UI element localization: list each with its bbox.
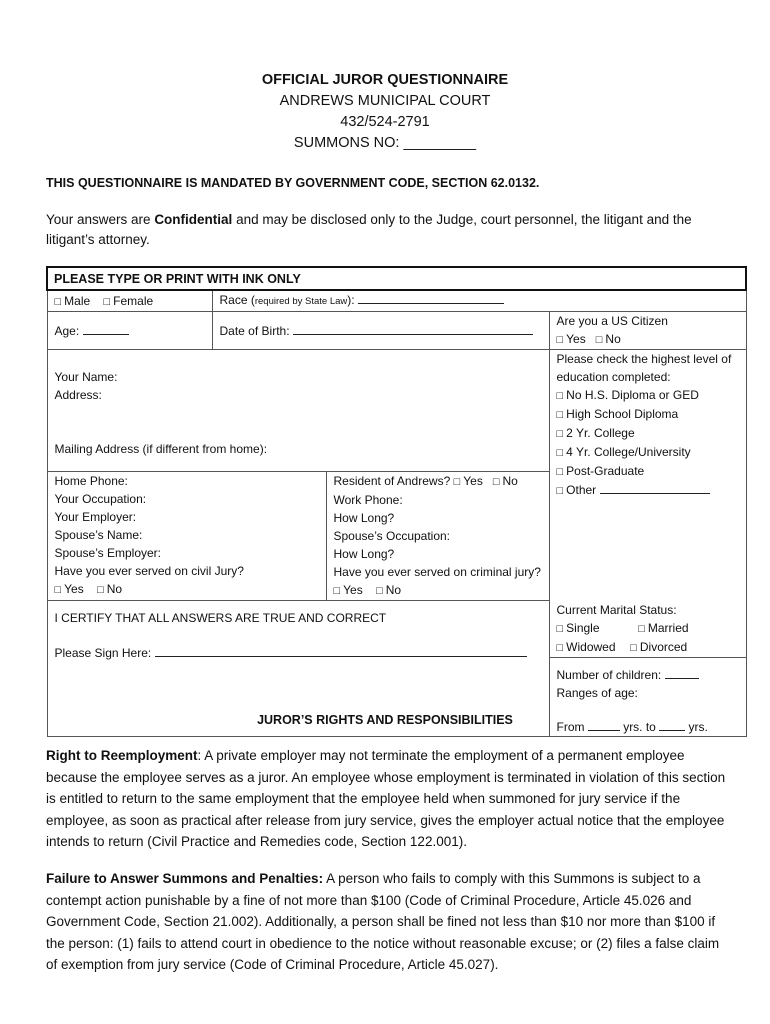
- spouse-how-long-label[interactable]: How Long?: [333, 547, 395, 561]
- from-label: From: [556, 719, 585, 734]
- education-option: 2 Yr. College: [566, 426, 635, 440]
- education-question: Please check the highest level of education completed:: [556, 352, 732, 384]
- certify-statement: I CERTIFY THAT ALL ANSWERS ARE TRUE AND CORRECT: [54, 611, 387, 625]
- civil-no-checkbox[interactable]: [97, 582, 107, 596]
- form-title: PLEASE TYPE OR PRINT WITH INK ONLY: [47, 267, 746, 290]
- gender-field: [47, 290, 212, 312]
- resident-yes-checkbox[interactable]: [454, 474, 464, 488]
- marital-question: Current Marital Status:: [556, 602, 677, 617]
- penalties-paragraph: [46, 868, 728, 976]
- criminal-no-label: No: [385, 583, 402, 597]
- marital-field: [549, 601, 746, 658]
- education-option: Post-Graduate: [566, 464, 645, 478]
- civil-no-label: No: [106, 582, 123, 596]
- penalties-text: A person who fails to comply with this Summons is subject to a contempt action punishable by a fine of not more than $100 (Code of Criminal Procedure, Article 45.026 and Government Code, Section 21.002). Additionally, a person shall be fined not less than $10 nor more than $100 if the person: (1) fails to attend court in obedience to the notice without reasonable excuse; or (2) files a false claim of exemption from jury service (Code of Criminal Procedure, Article 45.027).: [46, 871, 720, 972]
- document-title: OFFICIAL JUROR QUESTIONNAIRE: [261, 72, 509, 88]
- rights-heading: JUROR’S RIGHTS AND RESPONSIBILITIES: [257, 713, 513, 727]
- reemployment-title: Right to Reemployment: [46, 748, 198, 763]
- divorced-label: Divorced: [639, 639, 688, 654]
- race-input[interactable]: [358, 291, 504, 304]
- race-field: [212, 290, 746, 312]
- citizen-yes-label: Yes: [566, 332, 586, 346]
- education-option: High School Diploma: [566, 407, 679, 421]
- citizen-field: [549, 312, 746, 350]
- female-label: Female: [113, 293, 154, 308]
- confidential-suffix: and may be disclosed only to the Judge, court personnel, the litigant and the litigant’s attorney.: [46, 212, 692, 247]
- address-label[interactable]: Address:: [54, 388, 102, 402]
- resident-yes-label: Yes: [463, 474, 483, 488]
- dob-field: [212, 312, 549, 350]
- work-phone-label[interactable]: Work Phone:: [333, 493, 403, 507]
- education-option-checkbox[interactable]: [557, 426, 567, 440]
- juror-form: [46, 266, 747, 737]
- resident-question: Resident of Andrews?: [333, 474, 451, 488]
- widowed-label: Widowed: [566, 639, 616, 654]
- employer-label[interactable]: Your Employer:: [54, 510, 137, 524]
- resident-no-label: No: [502, 474, 518, 488]
- other-education-input[interactable]: [600, 481, 710, 494]
- criminal-no-checkbox[interactable]: [376, 583, 386, 597]
- how-long-label[interactable]: How Long?: [333, 511, 395, 525]
- citizen-no-checkbox[interactable]: [596, 332, 606, 346]
- occupation-label[interactable]: Your Occupation:: [54, 492, 147, 506]
- document-header: [0, 70, 770, 154]
- education-option-checkbox[interactable]: [557, 388, 567, 402]
- dob-input[interactable]: [293, 322, 533, 335]
- female-checkbox[interactable]: [104, 294, 114, 308]
- age-label: Age:: [54, 323, 80, 338]
- mailing-address-label[interactable]: Mailing Address (if different from home):: [54, 442, 268, 456]
- reemployment-paragraph: [46, 745, 728, 853]
- race-label-close: ):: [347, 293, 355, 307]
- male-checkbox[interactable]: [55, 294, 65, 308]
- name-label[interactable]: Your Name:: [54, 370, 118, 384]
- penalties-title: Failure to Answer Summons and Penalties:: [46, 871, 324, 886]
- court-phone: 432/524-2791: [340, 114, 430, 130]
- single-label: Single: [566, 620, 600, 635]
- criminal-yes-label: Yes: [343, 583, 363, 597]
- citizen-no-label: No: [605, 332, 621, 346]
- reemployment-text: : A private employer may not terminate the employment of a permanent employee because the employee serves as a juror. An employee whose employment is terminated in violation of this section is entitled to return to the same employment that the employee held when summoned for jury service if the employee, as soon as practical after release from jury service, gives the employer actual notice that the employee intends to return (Civil Practice and Remedies code, Section 122.001).: [46, 748, 726, 849]
- children-input[interactable]: [665, 666, 699, 679]
- education-option: No H.S. Diploma or GED: [566, 388, 699, 402]
- divorced-checkbox[interactable]: [630, 640, 640, 654]
- signature-input[interactable]: [155, 644, 527, 657]
- confidential-prefix: Your answers are: [46, 212, 155, 227]
- sign-label: Please Sign Here:: [54, 646, 152, 660]
- confidential-bold: Confidential: [154, 212, 233, 227]
- education-option-checkbox[interactable]: [557, 464, 567, 478]
- personal-info-left: [47, 472, 326, 601]
- children-label: Number of children:: [556, 667, 662, 682]
- yrs-to-label: yrs. to: [623, 719, 656, 734]
- spouse-occupation-label[interactable]: Spouse’s Occupation:: [333, 529, 451, 543]
- male-label: Male: [64, 293, 91, 308]
- education-option: 4 Yr. College/University: [566, 445, 691, 459]
- summons-number: SUMMONS NO: _________: [293, 135, 477, 151]
- citizen-yes-checkbox[interactable]: [557, 332, 567, 346]
- resident-no-checkbox[interactable]: [493, 474, 503, 488]
- mandate-notice: THIS QUESTIONNAIRE IS MANDATED BY GOVERNMENT CODE, SECTION 62.0132.: [46, 176, 540, 190]
- home-phone-label[interactable]: Home Phone:: [54, 474, 128, 488]
- personal-info-right: [326, 472, 549, 601]
- married-checkbox[interactable]: [638, 621, 648, 635]
- education-field: [549, 350, 746, 601]
- race-note: required by State Law: [254, 296, 348, 307]
- yrs-label: yrs.: [688, 719, 708, 734]
- ranges-label: Ranges of age:: [556, 685, 638, 700]
- single-checkbox[interactable]: [557, 621, 567, 635]
- age-field: [47, 312, 212, 350]
- spouse-name-label[interactable]: Spouse’s Name:: [54, 528, 143, 542]
- race-label: Race (: [219, 293, 255, 307]
- criminal-jury-question: Have you ever served on criminal jury?: [333, 565, 541, 579]
- name-address-field: [47, 350, 549, 472]
- dob-label: Date of Birth:: [219, 323, 290, 338]
- criminal-yes-checkbox[interactable]: [334, 583, 344, 597]
- education-option-checkbox[interactable]: [557, 445, 567, 459]
- married-label: Married: [647, 620, 689, 635]
- education-option: Other: [566, 483, 597, 497]
- court-name: ANDREWS MUNICIPAL COURT: [279, 93, 491, 109]
- civil-yes-label: Yes: [64, 582, 84, 596]
- civil-yes-checkbox[interactable]: [55, 582, 65, 596]
- civil-jury-question: Have you ever served on civil Jury?: [54, 564, 244, 578]
- widowed-checkbox[interactable]: [557, 640, 567, 654]
- age-input[interactable]: [83, 322, 129, 335]
- confidentiality-notice: [46, 210, 736, 250]
- citizen-question: Are you a US Citizen: [556, 314, 668, 328]
- education-option-checkbox[interactable]: [557, 483, 567, 497]
- spouse-employer-label[interactable]: Spouse’s Employer:: [54, 546, 161, 560]
- education-option-checkbox[interactable]: [557, 407, 567, 421]
